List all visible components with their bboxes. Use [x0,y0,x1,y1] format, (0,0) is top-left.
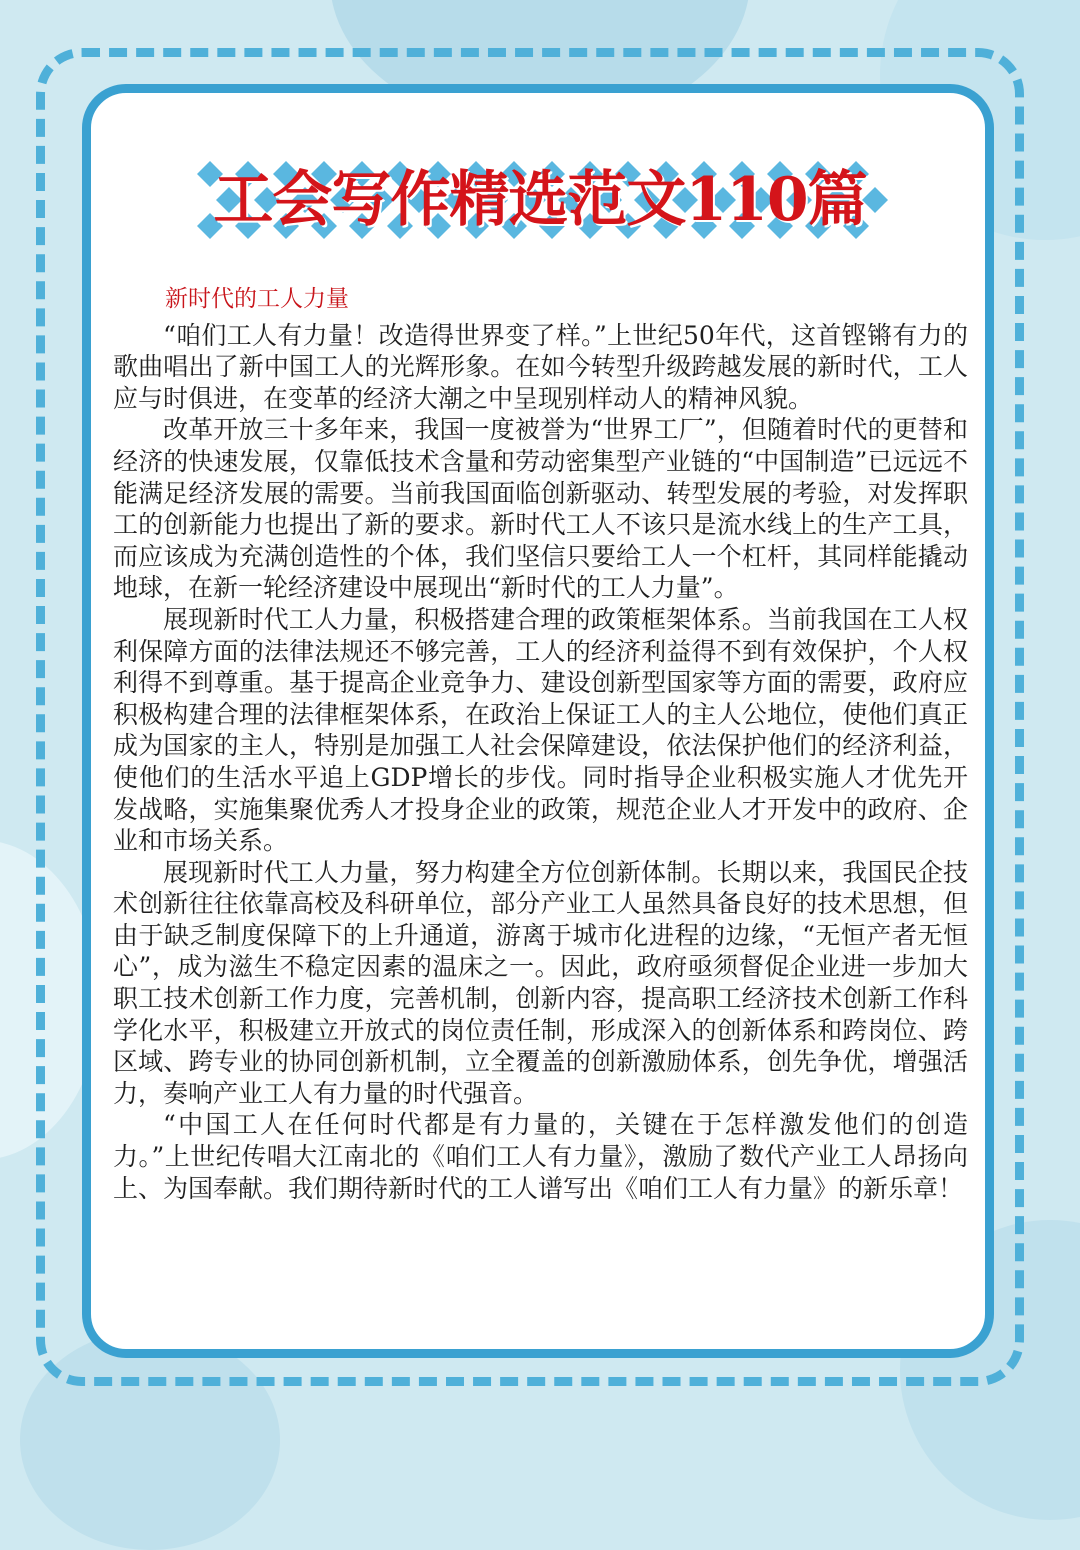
page-title: 工会写作精选范文110篇 [213,165,867,235]
article-heading: 新时代的工人力量 [165,286,349,312]
article-paragraph: “咱们工人有力量！改造得世界变了样。”上世纪50年代，这首铿锵有力的歌曲唱出了新中国工人的光辉形象。在如今转型升级跨越发展的新时代，工人应与时俱进，在变革的经济大潮之中呈现别样动人的精神风貌。 [113,320,968,413]
article-paragraph: “中国工人在任何时代都是有力量的，关键在于怎样激发他们的创造力。”上世纪传唱大江南北的《咱们工人有力量》，激励了数代产业工人昂扬向上、为国奉献。我们期待新时代的工人谱写出《咱们工人有力量》的新乐章！ [113,1110,968,1203]
title-banner [190,152,890,248]
article-paragraph: 展现新时代工人力量，努力构建全方位创新体制。长期以来，我国民企技术创新往往依靠高校及科研单位，部分产业工人虽然具备良好的技术思想，但由于缺乏制度保障下的上升通道，游离于城市化进程的边缘，“无恒产者无恒心”，成为滋生不稳定因素的温床之一。因此，政府亟须督促企业进一步加大职工技术创新工作力度，完善机制，创新内容，提高职工经济技术创新工作科学化水平，积极建立开放式的岗位责任制，形成深入的创新体系和跨岗位、跨区域、跨专业的协同创新机制，立全覆盖的创新激励体系，创先争优，增强活力，奏响产业工人有力量的时代强音。 [113,857,968,1108]
article-body [113,284,968,1204]
article-paragraph: 展现新时代工人力量，积极搭建合理的政策框架体系。当前我国在工人权利保障方面的法律法规还不够完善，工人的经济利益得不到有效保护，个人权利得不到尊重。基于提高企业竞争力、建设创新型国家等方面的需要，政府应积极构建合理的法律框架体系，在政治上保证工人的主人公地位，使他们真正成为国家的主人，特别是加强工人社会保障建设，依法保护他们的经济利益，使他们的生活水平追上GDP增长的步伐。同时指导企业积极实施人才优先开发战略，实施集聚优秀人才投身企业的政策，规范企业人才开发中的政府、企业和市场关系。 [113,604,968,856]
article-paragraph: 改革开放三十多年来，我国一度被誉为“世界工厂”，但随着时代的更替和经济的快速发展，仅靠低技术含量和劳动密集型产业链的“中国制造”已远远不能满足经济发展的需要。当前我国面临创新驱动、转型发展的考验，对发挥职工的创新能力也提出了新的要求。新时代工人不该只是流水线上的生产工具，而应该成为充满创造性的个体，我们坚信只要给工人一个杠杆，其同样能撬动地球，在新一轮经济建设中展现出“新时代的工人力量”。 [113,415,968,603]
